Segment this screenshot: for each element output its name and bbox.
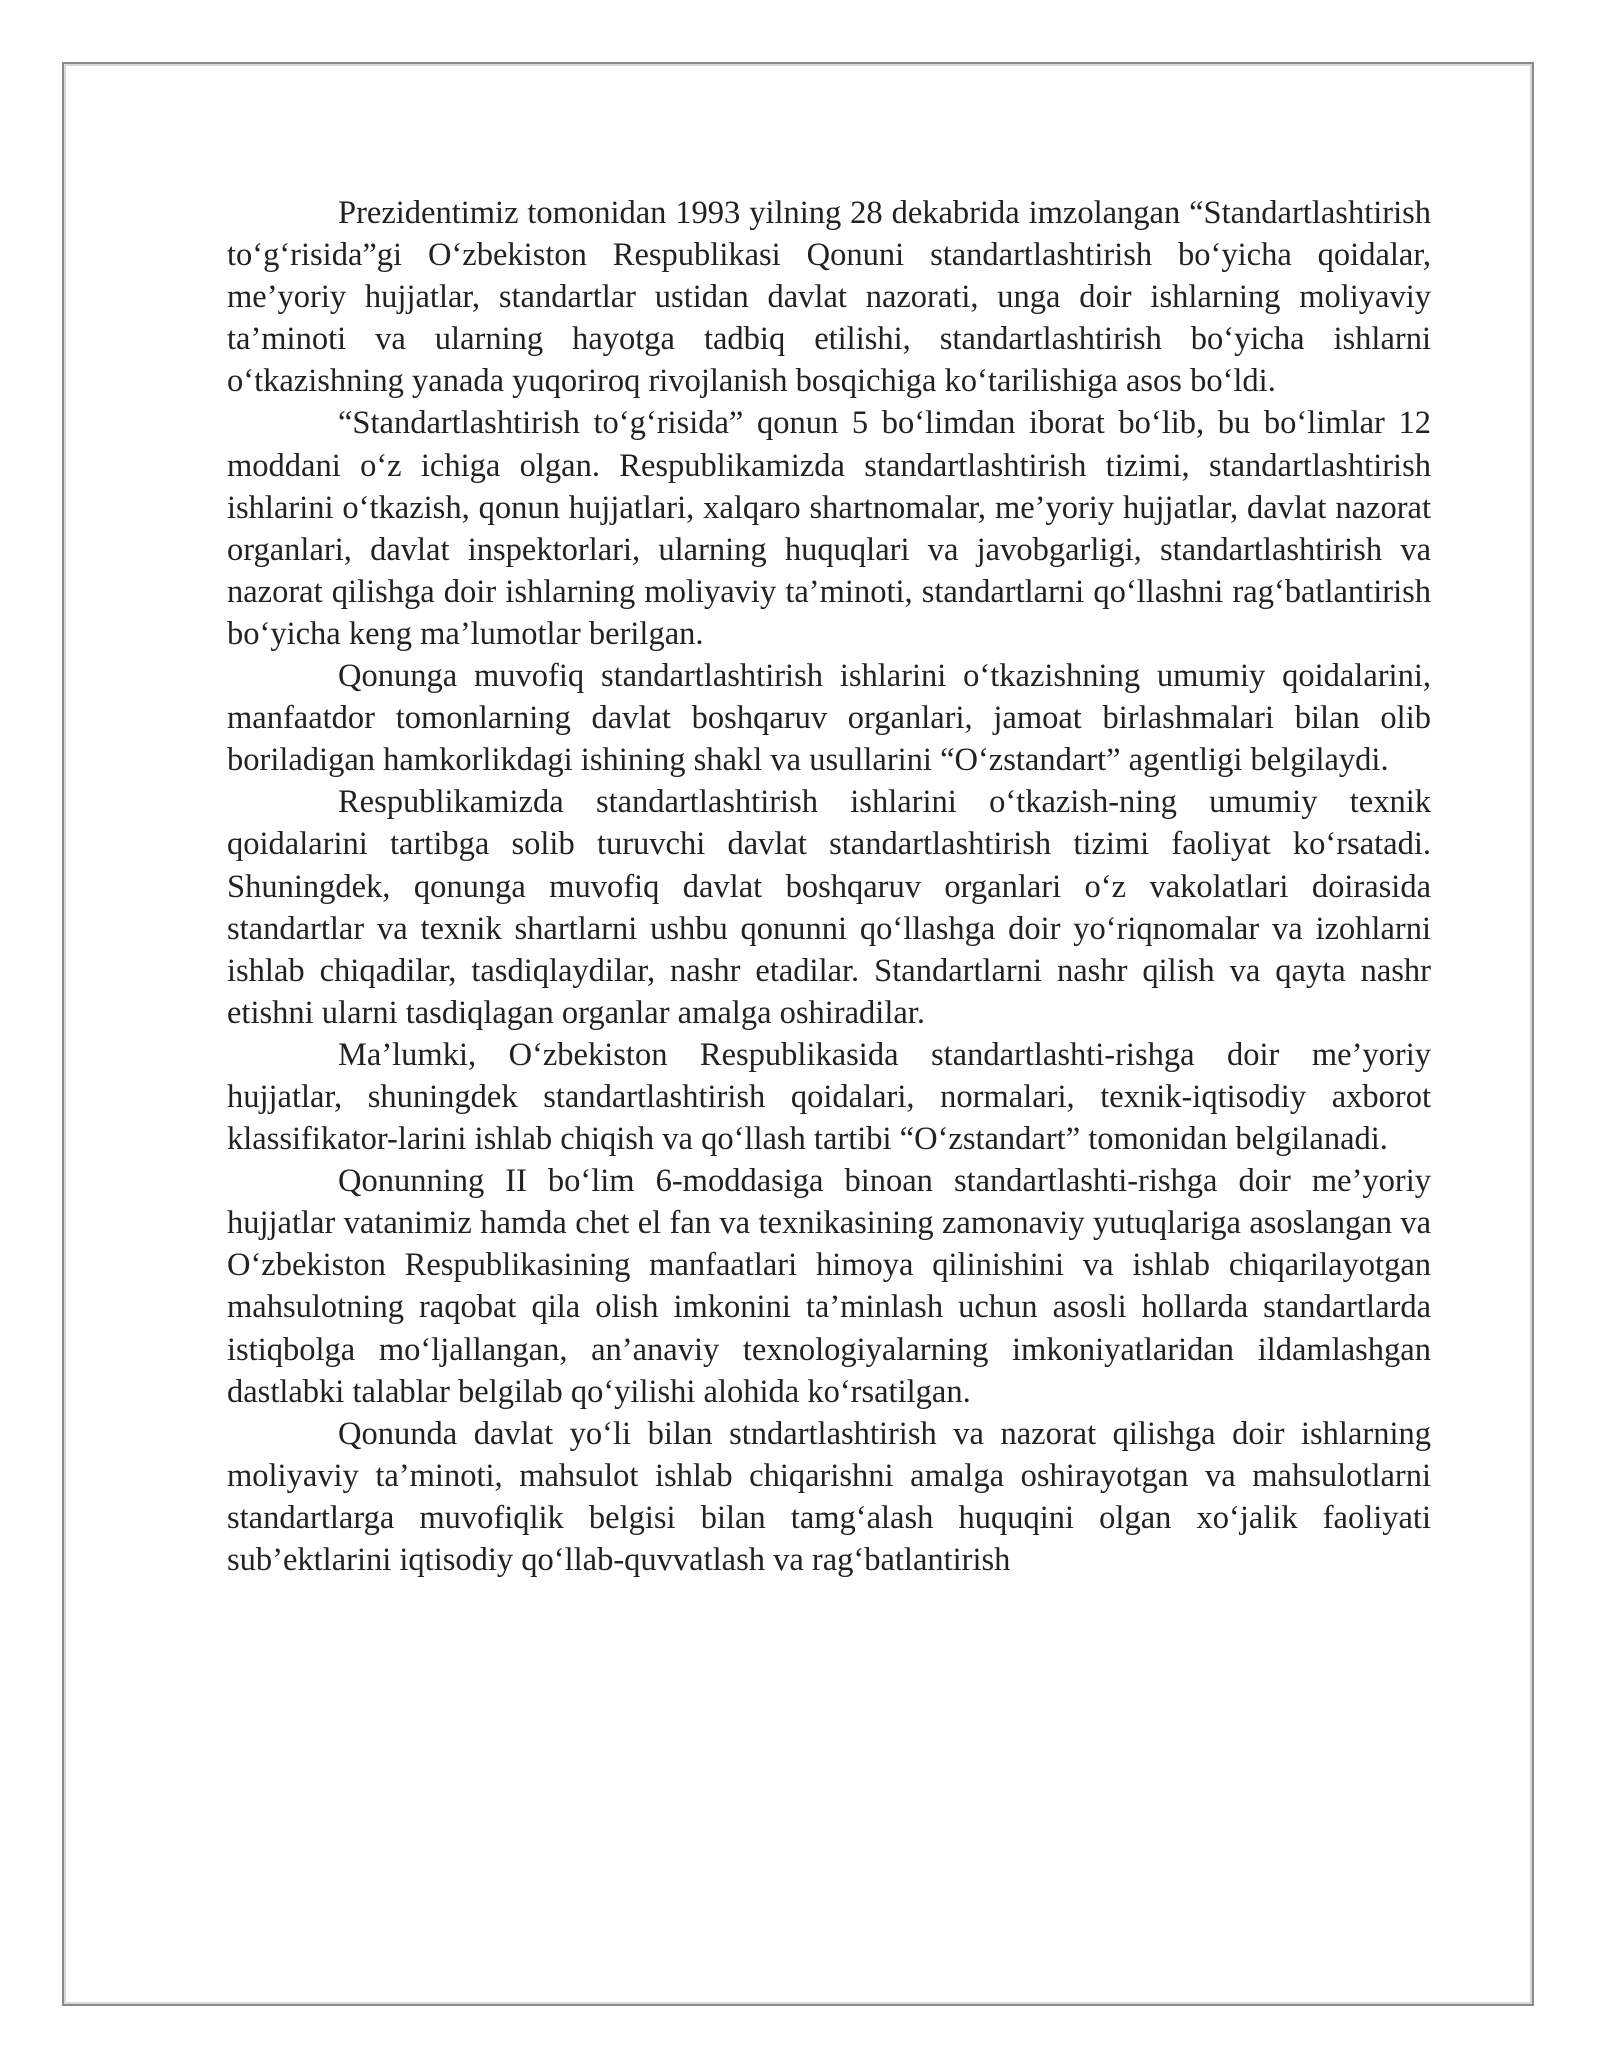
paragraph-4: Respublikamizda standartlashtirish ishlarini o‘tkazish-ning umumiy texnik qoidalarini tartibga solib turuvchi davlat standartlashtirish tizimi faoliyat ko‘rsatadi. Shuningdek, qonunga muvofiq davlat boshqaruv organlari o‘z vakolatlari doirasida standartlar va texnik shartlarni ushbu qonunni qo‘llashga doir yo‘riqnomalar va izohlarni ishlab chiqadilar, tasdiqlaydilar, nashr etadilar. Standartlarni nashr qilish va qayta nashr etishni ularni tasdiqlagan organlar amalga oshiradilar.	[227, 784, 1431, 1031]
paragraph-5: Ma’lumki, O‘zbekiston Respublikasida standartlashti-rishga doir me’yoriy hujjatlar, shuningdek standartlashtirish qoidalari, normalari, texnik-iqtisodiy axborot klassifikator-larini ishlab chiqish va qo‘llash tartibi “O‘zstandart” tomonidan belgilanadi.	[227, 1036, 1431, 1158]
paragraph-6: Qonunning II bo‘lim 6-moddasiga binoan standartlashti-rishga doir me’yoriy hujjatlar vatanimiz hamda chet el fan va texnikasining zamonaviy yutuqlariga asoslangan va O‘zbekiston Respublikasining manfaatlari himoya qilinishini va ishlab chiqarilayotgan mahsulotning raqobat qila olish imkonini ta’minlash uchun asosli hollarda standartlarda istiqbolga mo‘ljallangan, an’anaviy texnologiyalarning imkoniyatlaridan ildamlashgan dastlabki talablar belgilab qo‘yilishi alohida ko‘rsatilgan.	[227, 1163, 1431, 1410]
paragraph-2: “Standartlashtirish to‘g‘risida” qonun 5 bo‘limdan iborat bo‘lib, bu bo‘limlar 12 moddani o‘z ichiga olgan. Respublikamizda standartlashtirish tizimi, standartlashtirish ishlarini o‘tkazish, qonun hujjatlari, xalqaro shartnomalar, me’yoriy hujjatlar, davlat nazorat organlari, davlat inspektorlari, ularning huquqlari va javobgarligi, standartlashtirish va nazorat qilishga doir ishlarning moliyaviy ta’minoti, standartlarni qo‘llashni rag‘batlantirish bo‘yicha keng ma’lumotlar berilgan.	[227, 405, 1431, 652]
document-body	[227, 192, 1431, 1581]
paragraph-7: Qonunda davlat yo‘li bilan stndartlashtirish va nazorat qilishga doir ishlarning moliyaviy ta’minoti, mahsulot ishlab chiqarishni amalga oshirayotgan va mahsulotlarni standartlarga muvofiqlik belgisi bilan tamg‘alash huquqini olgan xo‘jalik faoliyati sub’ektlarini iqtisodiy qo‘llab-quvvatlash va rag‘batlantirish	[227, 1415, 1431, 1578]
paragraph-3: Qonunga muvofiq standartlashtirish ishlarini o‘tkazishning umumiy qoidalarini, manfaatdor tomonlarning davlat boshqaruv organlari, jamoat birlashmalari bilan olib boriladigan hamkorlikdagi ishining shakl va usullarini “O‘zstandart” agentligi belgilaydi.	[227, 658, 1431, 779]
paragraph-1: Prezidentimiz tomonidan 1993 yilning 28 dekabrida imzolangan “Standartlashtirish to‘g‘risida”gi O‘zbekiston Respublikasi Qonuni standartlashtirish bo‘yicha qoidalar, me’yoriy hujjatlar, standartlar ustidan davlat nazorati, unga doir ishlarning moliyaviy ta’minoti va ularning hayotga tadbiq etilishi, standartlashtirish bo‘yicha ishlarni o‘tkazishning yanada yuqoriroq rivojlanish bosqichiga ko‘tarilishiga asos bo‘ldi.	[227, 195, 1431, 400]
